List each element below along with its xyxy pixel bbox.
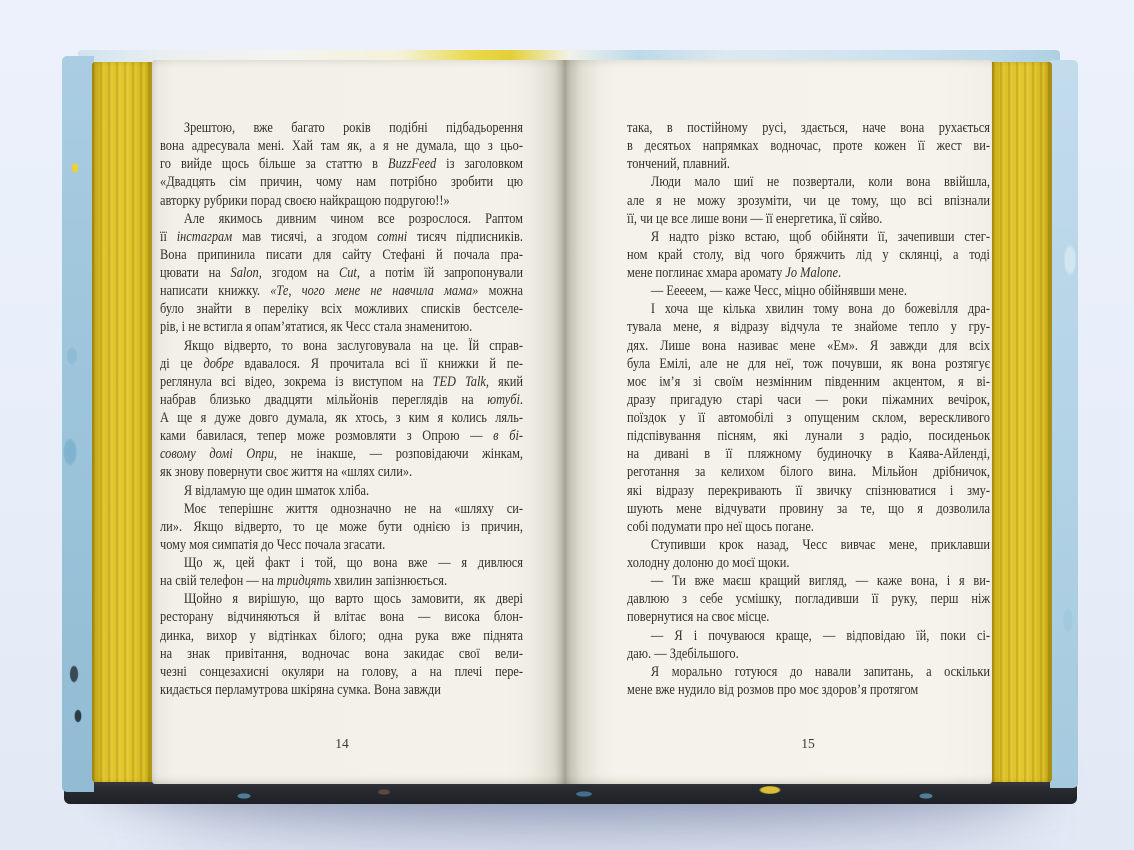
text-line: ли». Якщо відверто, то це може бути однією із причин, bbox=[160, 518, 523, 535]
yellow-endpaper-left bbox=[92, 62, 152, 782]
paragraph bbox=[160, 119, 523, 210]
text-line: шують мене відчувати провину за те, що я дозволила bbox=[627, 500, 990, 517]
paragraph bbox=[160, 500, 523, 554]
text-line: було знайти в переліку всіх можливих списків бестселе- bbox=[160, 301, 523, 318]
text-line: така, в постійному русі, здається, наче вона рухається bbox=[627, 120, 990, 136]
text-line: А ще я дуже довго думала, як хтось, з ким я колись ляль- bbox=[160, 410, 523, 426]
text-line: але я не можу зрозуміти, чи це тому, що всі впізнали bbox=[627, 192, 990, 209]
paragraph bbox=[160, 482, 523, 500]
text-line: чому моя симпатія до Чесс почала згасати. bbox=[160, 536, 386, 553]
text-line: ресторану відчиняються й влітає вона — висока блон- bbox=[160, 609, 523, 626]
paragraph bbox=[160, 590, 523, 699]
text-line: холодну долоню до моєї щоки. bbox=[627, 555, 790, 571]
paragraph bbox=[160, 554, 523, 590]
text-line: Я морально готуюся до навали запитань, а оскільки bbox=[650, 663, 990, 680]
text-line: Але якимось дивним чином все розрослося. Раптом bbox=[183, 210, 524, 227]
text-line: на знак привітання, водночас вона закидає свої вели- bbox=[160, 645, 523, 662]
text-line: які відразу перекривають її звичку спізнюватися і зму- bbox=[627, 482, 990, 499]
text-line: моє ім’я зі своїм незмінним південним акцентом, я ві- bbox=[627, 373, 990, 390]
text-line: мене вже нудило від розмов про моє здоров’я протягом bbox=[627, 681, 919, 698]
paragraph bbox=[627, 663, 990, 699]
text-line: — Ееееем, — каже Чесс, міцно обійнявши мене. bbox=[650, 283, 907, 300]
paragraph bbox=[627, 627, 990, 663]
text-line: Моє теперішнє життя однозначно не на «шляху си- bbox=[183, 500, 524, 517]
text-line: на дивані в її пляжному будиночку в Каява-Айленді, bbox=[627, 446, 990, 463]
text-line: кидається перламутрова шкіряна сумка. Вона завжди bbox=[160, 681, 441, 698]
text-line: совому домі Опри, не інакше, — розповідаючи жінкам, bbox=[160, 446, 523, 463]
text-line: «Двадцять сім причин, чому нам потрібно зробити цю bbox=[160, 174, 523, 191]
text-line: реглянула всі відео, зокрема із виступом на TED Talk, який bbox=[160, 373, 523, 390]
book-cover-right-edge bbox=[1050, 60, 1078, 788]
text-line: Я надто різко встаю, щоб обійняти її, зачепивши стег- bbox=[650, 228, 990, 245]
text-line: Щойно я вирішую, що варто щось замовити, як двері bbox=[183, 591, 524, 608]
text-line: ками бавилася, тепер може розмовляти з Опрою — в бі- bbox=[160, 428, 523, 445]
text-line: Вона припинила писати для сайту Стефані й почала пра- bbox=[160, 246, 523, 263]
page-text-right bbox=[627, 119, 990, 699]
page-text-left bbox=[160, 119, 523, 699]
text-line: Я відламую ще один шматок хліба. bbox=[183, 482, 370, 499]
text-line: давлюю з себе усмішку, погладивши її руку, перш ніж bbox=[627, 591, 990, 608]
text-line: поїздок у її автомобілі з опущеним склом, верескливого bbox=[627, 410, 990, 426]
text-line: Ступивши крок назад, Чесс вивчає мене, приклавши bbox=[650, 536, 990, 553]
text-line: повернутися на своє місце. bbox=[627, 609, 770, 626]
text-line: на свій телефон — на тридцять хвилин запізнюється. bbox=[160, 573, 448, 590]
paragraph bbox=[627, 228, 990, 282]
text-line: підспівування пісням, які лунали з радіо, посиденьок bbox=[627, 428, 990, 445]
text-line: як знову повернути своє життя на «шлях сили». bbox=[160, 464, 413, 481]
text-line: мене поглинає хмара аромату Jo Malone. bbox=[627, 265, 842, 281]
text-line: Люди мало шиї не позвертали, коли вона ввійшла, bbox=[650, 174, 990, 191]
text-line: І хоча ще кілька хвилин тому вона до божевілля дра- bbox=[650, 301, 990, 318]
text-line: реготання за келихом білого вина. Мільйон дрібничок, bbox=[627, 464, 990, 481]
text-line: тончений, плавний. bbox=[627, 156, 730, 173]
text-line: набрав близько двадцяти мільйонів переглядів на ютубі. bbox=[160, 391, 523, 408]
text-line: даю. — Здебільшого. bbox=[627, 645, 739, 662]
text-line: ді це добре вдавалося. Я прочитала всі її книжки й пе- bbox=[160, 355, 524, 372]
text-line: написати книжку. «Те, чого мене не навчила мама» можна bbox=[160, 283, 524, 300]
text-line: чезні сонцезахисні окуляри на голову, а на плечі пере- bbox=[160, 663, 523, 680]
paragraph bbox=[160, 337, 523, 482]
text-line: го вийде щось більше за статтю в BuzzFeed із заголовком bbox=[160, 156, 523, 173]
text-line: дях. Лише вона називає мене «Ем». Я завжди для всіх bbox=[627, 337, 990, 354]
text-line: вона адресувала мені. Хай там як, а я не думала, що з цьо- bbox=[160, 138, 523, 155]
text-line: — Я і почуваюся краще, — відповідаю їй, поки сі- bbox=[650, 627, 990, 644]
text-line: ном край столу, від чого бряжчить лід у склянці, а тоді bbox=[627, 246, 990, 263]
text-line: її, чи це все лише вони — її енергетика, її сяйво. bbox=[627, 210, 883, 227]
paragraph bbox=[627, 282, 990, 300]
text-line: собі подумати про неї щось погане. bbox=[627, 518, 814, 535]
text-line: її інстаграм мав тисячі, а згодом сотні тисяч підписників. bbox=[160, 228, 523, 245]
text-line: була Емілі, але не для неї, тож почувши, як вона розтягує bbox=[627, 355, 990, 372]
paragraph bbox=[627, 300, 990, 536]
paragraph bbox=[160, 210, 523, 337]
text-line: — Ти вже маєш кращий вигляд, — каже вона, і я ви- bbox=[650, 573, 990, 590]
text-line: тувала мене, я відразу відчула те знайоме тепло у гру- bbox=[627, 319, 990, 336]
book-cover-left-edge bbox=[62, 56, 94, 792]
page-number-right: 15 bbox=[801, 736, 815, 751]
text-line: Зрештою, вже багато років подібні підбадьорення bbox=[183, 120, 524, 136]
text-line: цювати на Salon, згодом на Cut, а потім їй запропонували bbox=[160, 265, 524, 281]
text-line: Якщо відверто, то вона заслуговувала на це. Їй справ- bbox=[183, 337, 524, 354]
text-line: в десятьох напрямках водночас, проте кожен її жест ви- bbox=[627, 138, 990, 155]
paragraph bbox=[627, 536, 990, 572]
text-line: динка, вихор у відтінках білого; одна рука вже піднята bbox=[160, 627, 523, 644]
text-line: рів, і не встигла я опам’ятатися, як Чесс стала знаменитою. bbox=[160, 319, 473, 336]
yellow-endpaper-right bbox=[992, 62, 1052, 782]
page-number-left: 14 bbox=[335, 736, 349, 751]
paragraph bbox=[627, 572, 990, 626]
paragraph bbox=[627, 119, 990, 173]
paragraph bbox=[627, 173, 990, 227]
text-line: дразу пригадую старі часи — роки піжамних вечірок, bbox=[627, 391, 990, 408]
text-line: авторку рубрики порад своєю найкращою подругою!!» bbox=[160, 192, 450, 209]
text-line: Що ж, цей факт і той, що вона вже — я дивлюся bbox=[183, 555, 524, 571]
